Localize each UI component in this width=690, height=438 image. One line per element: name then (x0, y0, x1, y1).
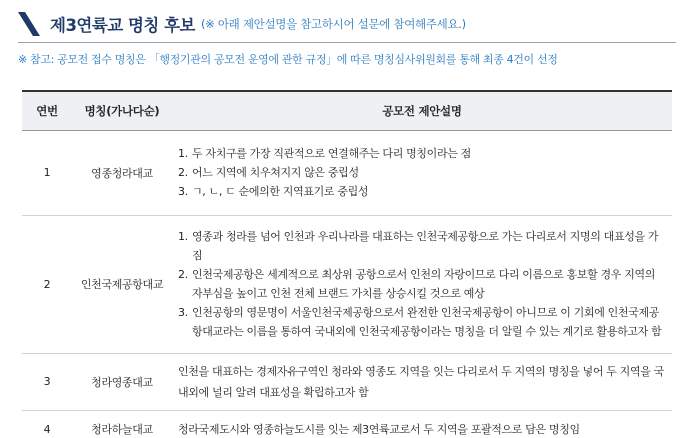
bridge-name: 영종청라대교 (72, 130, 172, 215)
row-number: 4 (22, 410, 72, 438)
row-number: 2 (22, 215, 72, 353)
table-row (22, 410, 672, 438)
page-title: 제3연륙교 명칭 후보 (50, 16, 195, 35)
title-slash-icon (18, 12, 40, 36)
row-number: 3 (22, 353, 72, 410)
header-number: 연번 (22, 91, 72, 130)
page-subtitle: (※ 아래 제안설명을 참고하시어 설문에 참여해주세요.) (200, 17, 466, 31)
list-item-number: 1. (178, 230, 188, 243)
page-header (18, 10, 678, 38)
description-list (178, 227, 666, 341)
header-divider (18, 42, 676, 43)
bridge-name: 인천국제공항대교 (72, 215, 172, 353)
list-item-number: 1. (178, 147, 188, 160)
list-item-number: 2. (178, 166, 188, 179)
list-item-text: 인천공항의 영문명이 서울인천국제공항으로서 완전한 인천국제공항이 아니므로 이 기회에 인천국제공항대교라는 이름을 통하여 국내외에 인천국제공항이라는 명칭을 더 알릴 수 있는 계기로 활용하고자 함 (192, 306, 662, 338)
list-item (178, 227, 666, 265)
list-item (178, 182, 666, 201)
list-item-text: 어느 지역에 치우쳐지지 않은 중립성 (192, 166, 359, 179)
list-item (178, 265, 666, 303)
list-item-number: 2. (178, 268, 188, 281)
list-item-number: 3. (178, 306, 188, 319)
description-list (178, 144, 666, 201)
list-item (178, 144, 666, 163)
header-name: 명칭(가나다순) (72, 91, 172, 130)
table-row (22, 215, 672, 353)
reference-note: ※ 참고: 공모전 접수 명칭은 「행정기관의 공모전 운영에 관한 규정」에 따른 명칭심사위원회를 통해 최종 4건이 선정 (18, 53, 558, 66)
row-number: 1 (22, 130, 72, 215)
list-item-text: 영종과 청라를 넘어 인천과 우리나라를 대표하는 인천국제공항으로 가는 다리로서 지명의 대표성을 가짐 (192, 230, 659, 262)
list-item-number: 3. (178, 185, 188, 198)
description-cell (172, 130, 672, 215)
description-cell: 청라국제도시와 영종하늘도시를 잇는 제3연륙교로서 두 지역을 포괄적으로 담은 명칭임 (172, 410, 672, 438)
description-cell: 인천을 대표하는 경제자유구역인 청라와 영종도 지역을 잇는 다리로서 두 지역의 명칭을 넣어 두 지역을 국내외에 널리 알려 대표성을 확립하고자 함 (172, 353, 672, 410)
table-header-row (22, 91, 672, 130)
list-item-text: ㄱ, ㄴ, ㄷ 순에의한 지역표기로 중립성 (192, 185, 369, 198)
table-row (22, 130, 672, 215)
bridge-name: 청라영종대교 (72, 353, 172, 410)
header-description: 공모전 제안설명 (172, 91, 672, 130)
candidates-table (22, 90, 672, 438)
bridge-name: 청라하늘대교 (72, 410, 172, 438)
list-item (178, 303, 666, 341)
list-item-text: 두 자치구를 가장 직관적으로 연결해주는 다리 명칭이라는 점 (192, 147, 471, 160)
table-row (22, 353, 672, 410)
list-item-text: 인천국제공항은 세계적으로 최상위 공항으로서 인천의 자랑이므로 다리 이름으로 홍보할 경우 지역의 자부심을 높이고 인천 전체 브랜드 가치를 상승시킬 것으로 예상 (192, 268, 656, 300)
list-item (178, 163, 666, 182)
candidates-table-container (22, 90, 672, 438)
description-cell (172, 215, 672, 353)
